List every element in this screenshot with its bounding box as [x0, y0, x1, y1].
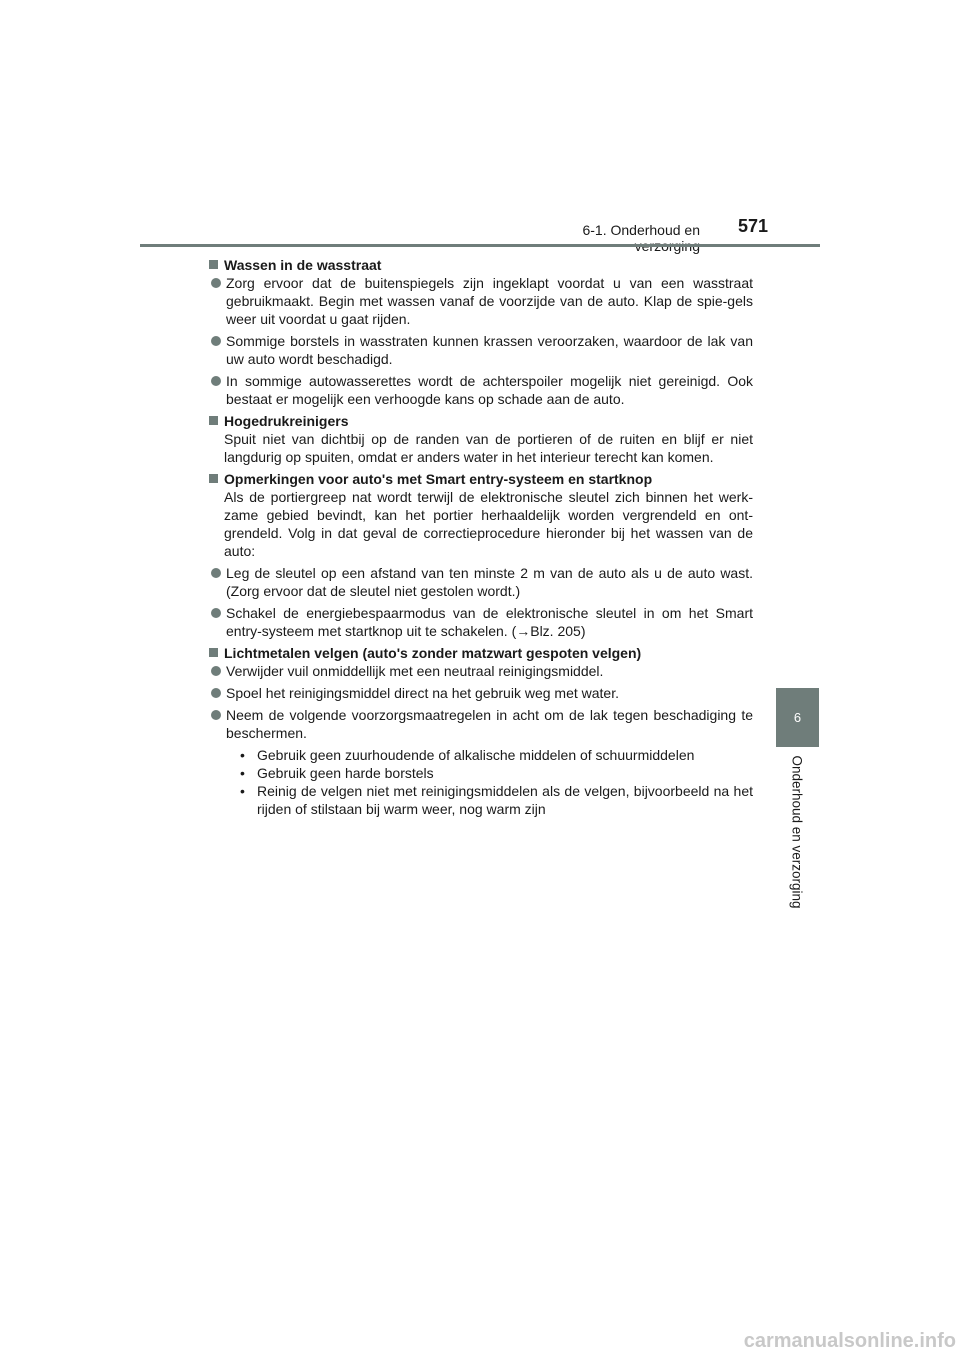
- sub-list-item: • Reinig de velgen niet met reinigingsmiddelen als de velgen, bijvoorbeeld na het rijden of stilstaan bij warm weer, nog warm zijn: [240, 783, 753, 817]
- square-bullet-icon: [209, 260, 218, 269]
- header-divider: [140, 244, 820, 247]
- round-bullet-icon: [211, 376, 221, 386]
- section-alloy-wheels: [209, 644, 753, 818]
- round-bullet-icon: [211, 336, 221, 346]
- dot-bullet-icon: •: [240, 765, 245, 781]
- list-item: Spoel het reinigingsmiddel direct na het gebruik weg met water.: [209, 684, 753, 702]
- list-item: Neem de volgende voorzorgsmaatregelen in acht om de lak tegen beschadiging te beschermen.: [209, 706, 753, 742]
- list-item: Sommige borstels in wasstraten kunnen krassen veroorzaken, waardoor de lak van uw auto wordt beschadigd.: [209, 332, 753, 368]
- sub-list-item: • Gebruik geen harde borstels: [240, 765, 434, 781]
- round-bullet-icon: [211, 278, 221, 288]
- watermark: carmanualsonline.info: [743, 1330, 956, 1352]
- section-paragraph: Als de portiergreep nat wordt terwijl de elektronische sleutel zich binnen het werk-zame gebied bevindt, kan het portier herhaaldelijk worden vergrendeld en ont-grendeld. Volg in dat geval de correctieprocedure hieronder bij het wassen van de auto:: [224, 489, 753, 559]
- chapter-tab-label: Onderhoud en verzorging: [789, 755, 805, 909]
- section-smart-entry: [209, 470, 753, 640]
- sub-list-item: • Gebruik geen zuurhoudende of alkalische middelen of schuurmiddelen: [240, 747, 695, 763]
- chapter-tab-number: 6: [776, 688, 819, 747]
- sub-list: [238, 746, 753, 818]
- square-bullet-icon: [209, 648, 218, 657]
- section-heading: Opmerkingen voor auto's met Smart entry-systeem en startknop: [224, 471, 653, 487]
- section-heading: Wassen in de wasstraat: [224, 257, 382, 273]
- list-item: In sommige autowasserettes wordt de achterspoiler mogelijk niet gereinigd. Ook bestaat er mogelijk een verhoogde kans op schade aan de auto.: [209, 372, 753, 408]
- section-paragraph: Spuit niet van dichtbij op de randen van de portieren of de ruiten en blijf er niet langdurig op spuiten, omdat er anders water in het interieur terecht kan komen.: [224, 431, 753, 465]
- square-bullet-icon: [209, 416, 218, 425]
- section-title: 6-1. Onderhoud en: [582, 222, 700, 238]
- page-number: 571: [738, 216, 769, 236]
- section-heading: Hogedrukreinigers: [224, 413, 349, 429]
- round-bullet-icon: [211, 666, 221, 676]
- round-bullet-icon: [211, 608, 221, 618]
- round-bullet-icon: [211, 688, 221, 698]
- round-bullet-icon: [211, 568, 221, 578]
- page-content: [209, 256, 753, 822]
- dot-bullet-icon: •: [240, 783, 245, 799]
- list-item: Verwijder vuil onmiddellijk met een neutraal reinigingsmiddel.: [209, 662, 753, 680]
- list-item: Zorg ervoor dat de buitenspiegels zijn ingeklapt voordat u van een wasstraat gebruikmaakt. Begin met wassen vanaf de voorzijde van de auto. Klap de spie-gels weer uit voordat u gaat rijden.: [209, 274, 753, 328]
- round-bullet-icon: [211, 710, 221, 720]
- dot-bullet-icon: •: [240, 747, 245, 763]
- section-heading: Lichtmetalen velgen (auto's zonder matzwart gespoten velgen): [224, 645, 642, 661]
- section-car-wash: [209, 256, 753, 408]
- square-bullet-icon: [209, 474, 218, 483]
- list-item: Leg de sleutel op een afstand van ten minste 2 m van de auto als u de auto wast. (Zorg ervoor dat de sleutel niet gestolen wordt.): [209, 564, 753, 600]
- list-item: Schakel de energiebespaarmodus van de elektronische sleutel in om het Smart entry-systeem met startknop uit te schakelen. (→Blz. 205): [209, 604, 753, 640]
- section-pressure-washers: [209, 412, 753, 466]
